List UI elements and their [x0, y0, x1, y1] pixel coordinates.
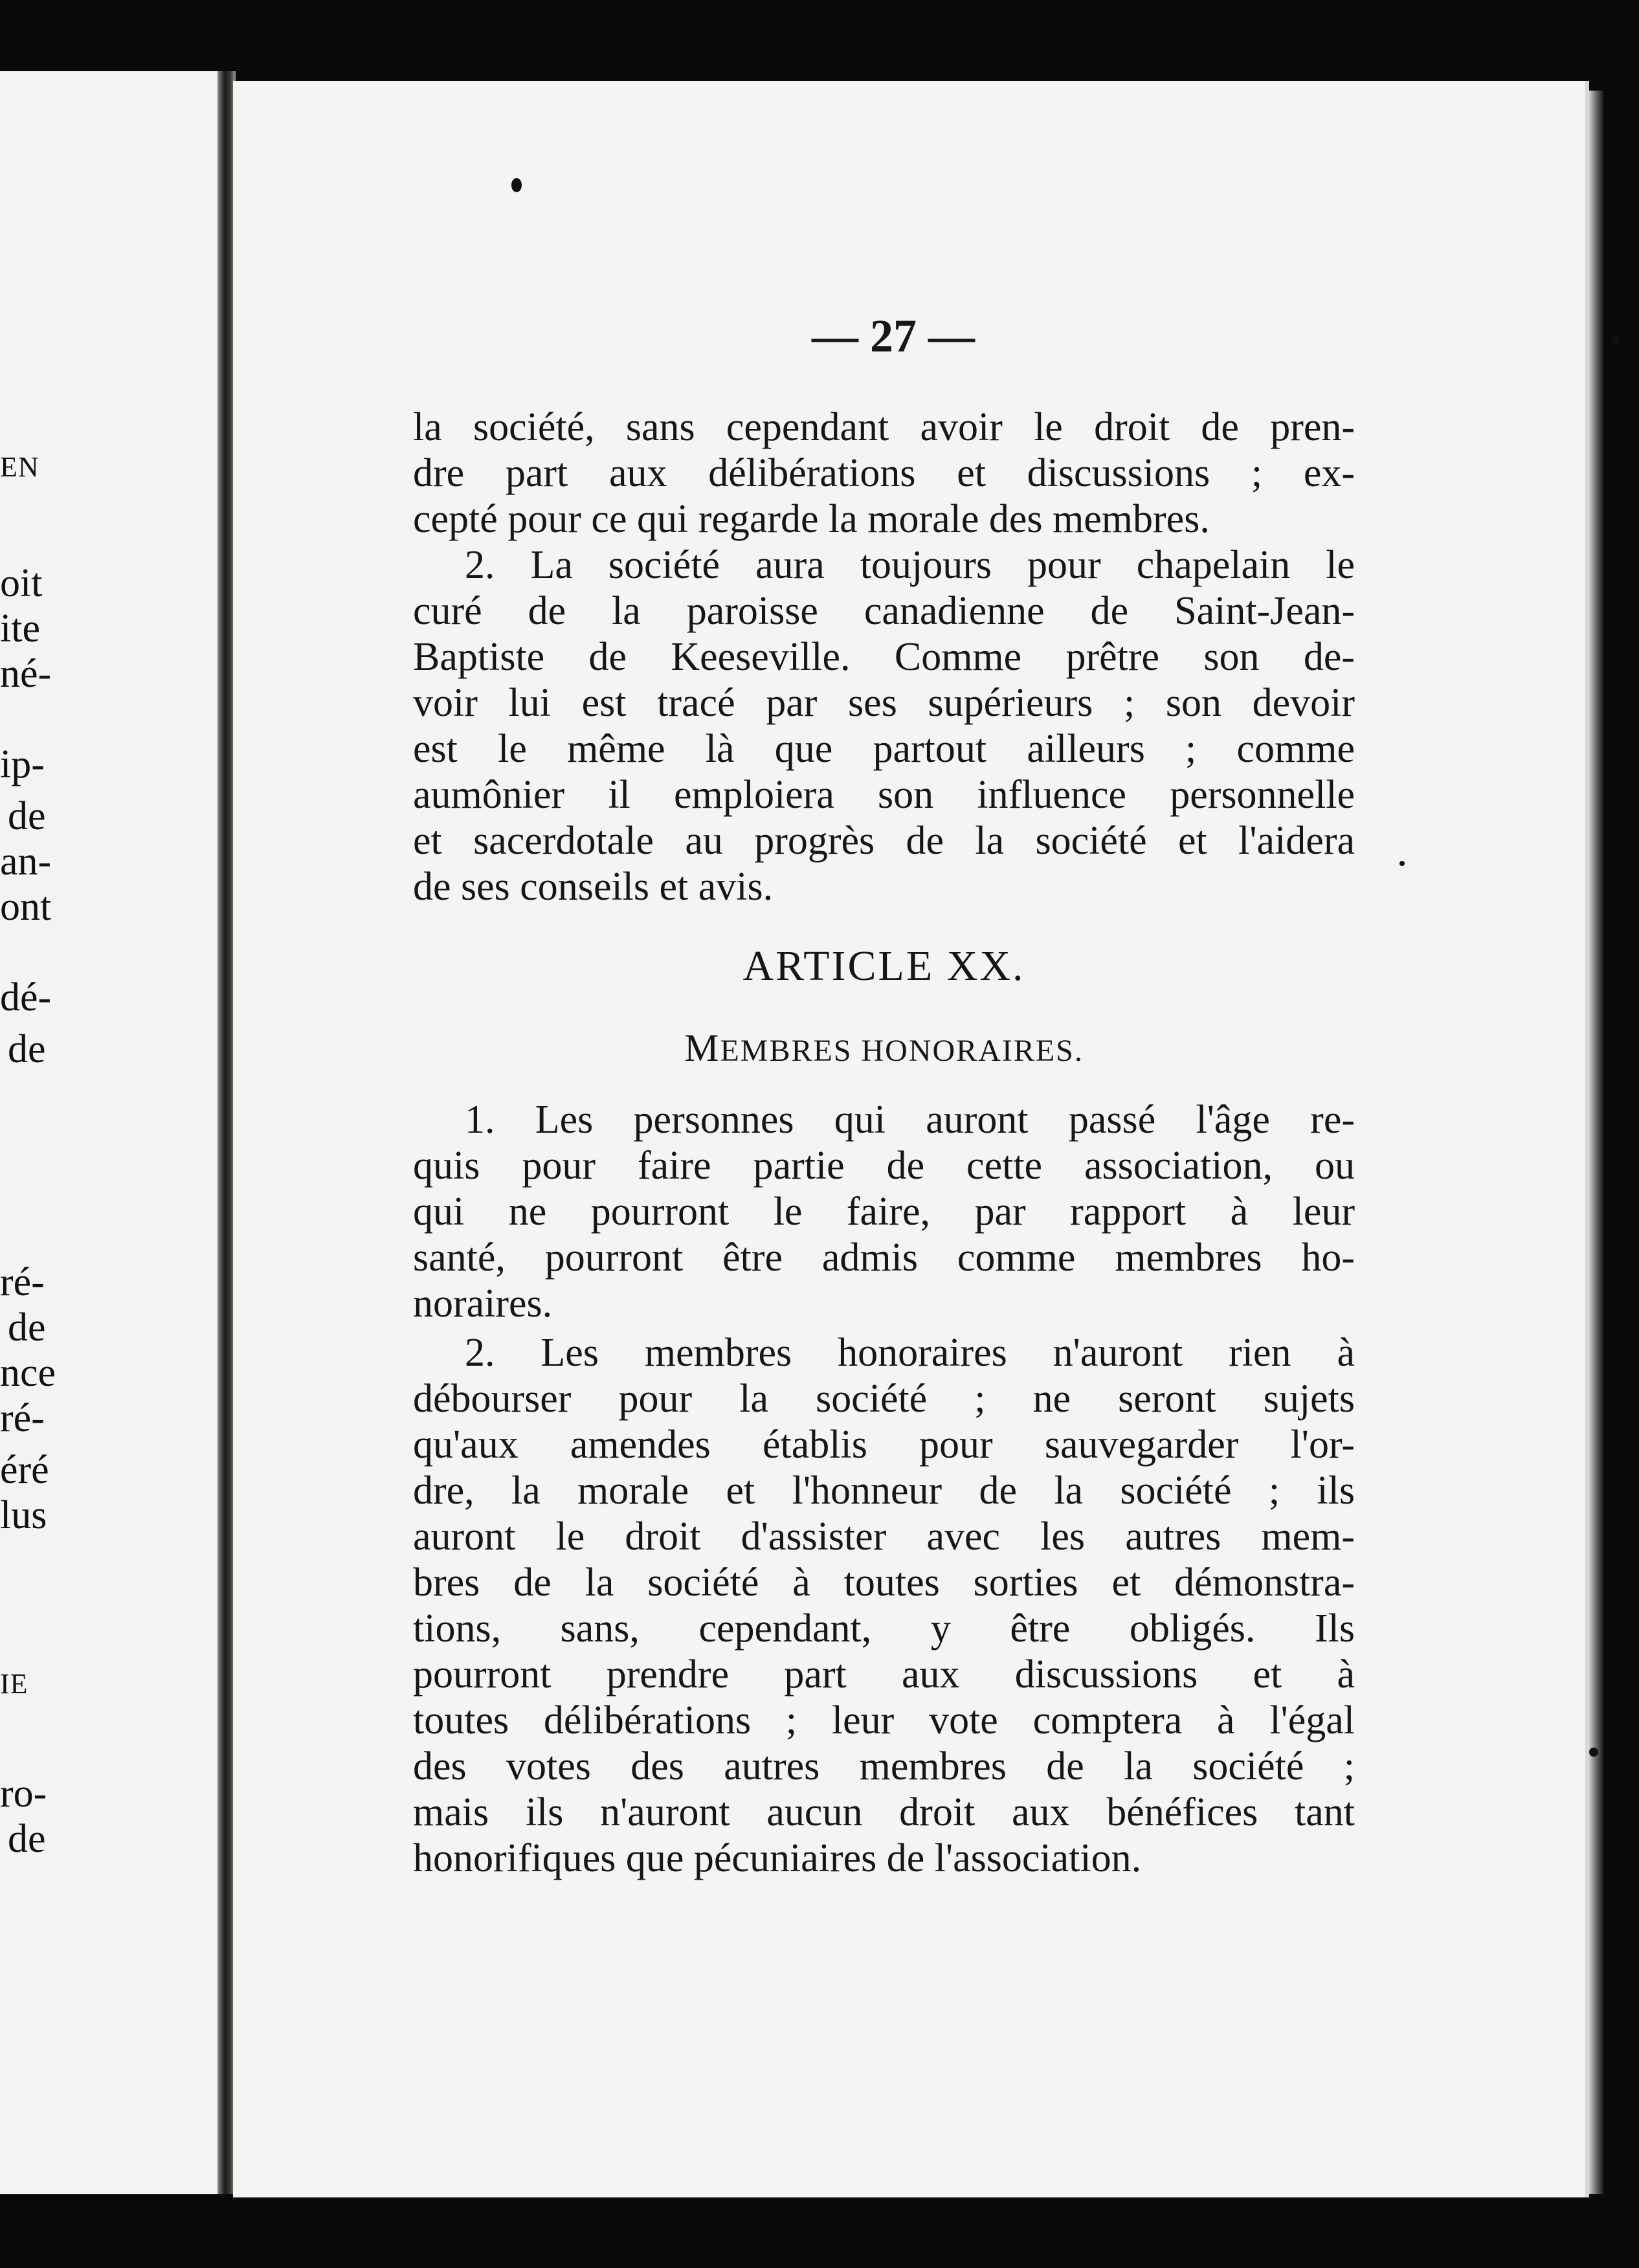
text-line: auront le droit d'assister avec les autres mem- [413, 1515, 1355, 1559]
text-line: toutes délibérations ; leur vote comptera à l'égal [413, 1698, 1355, 1742]
text-line: noraires. [413, 1282, 553, 1326]
left-page-fragment: ré- [0, 1396, 45, 1440]
text-line: qui ne pourront le faire, par rapport à leur [413, 1190, 1355, 1234]
left-page-fragment: an- [0, 839, 52, 884]
left-page-fragment: éré [0, 1448, 49, 1492]
text-line: est le même là que partout ailleurs ; comme [413, 727, 1355, 771]
text-line: mais ils n'auront aucun droit aux bénéfices tant [413, 1790, 1355, 1834]
left-page-fragment: dé- [0, 975, 52, 1019]
left-page-fragment: de [8, 1817, 46, 1861]
text-line: dre part aux délibérations et discussions ; ex- [413, 451, 1355, 495]
left-page-fragment: ro- [0, 1772, 47, 1816]
text-line: dre, la morale et l'honneur de la société ; ils [413, 1469, 1355, 1513]
text-line: pourront prendre part aux discussions et à [413, 1652, 1355, 1696]
left-page-fragment: de [8, 794, 46, 838]
text-line: cepté pour ce qui regarde la morale des membres. [413, 497, 1210, 541]
text-line: voir lui est tracé par ses supérieurs ; son devoir [413, 681, 1355, 725]
left-page-fragment: nce [0, 1351, 56, 1395]
left-page-fragment: ite [0, 606, 40, 650]
left-page-fragment: lus [0, 1493, 47, 1537]
text-line: quis pour faire partie de cette association, ou [413, 1144, 1355, 1188]
text-line: et sacerdotale au progrès de la société et l'aidera [413, 819, 1355, 863]
left-page-fragment: ré- [0, 1260, 45, 1304]
text-line: aumônier il emploiera son influence personnelle [413, 773, 1355, 817]
text-line: bres de la société à toutes sorties et démonstra- [413, 1561, 1355, 1605]
left-page-fragment: ip- [0, 742, 45, 786]
left-page-fragment: IE [0, 1668, 28, 1700]
section-heading [413, 1026, 1355, 1071]
previous-page-edge [0, 71, 220, 2194]
article-heading: ARTICLE XX. [742, 942, 1025, 990]
left-page-fragment: de [8, 1027, 46, 1071]
page-edge-shadow [1589, 91, 1603, 2194]
left-page-fragment: de [8, 1306, 46, 1350]
left-page-fragment: né- [0, 652, 52, 696]
text-line: qu'aux amendes établis pour sauvegarder l'or- [413, 1423, 1355, 1467]
ink-speck [1589, 1748, 1598, 1757]
text-line: des votes des autres membres de la société ; [413, 1744, 1355, 1788]
text-line: tions, sans, cependant, y être obligés. Ils [413, 1606, 1355, 1651]
text-line: débourser pour la société ; ne seront sujets [413, 1377, 1355, 1421]
section-heading-initial: M [684, 1027, 720, 1069]
text-line: 1. Les personnes qui auront passé l'âge re- [465, 1098, 1355, 1142]
left-page-fragment: oit [0, 561, 43, 605]
text-line: 2. La société aura toujours pour chapelain le [465, 543, 1355, 587]
ink-speck [1399, 861, 1405, 866]
page-number: — 27 — [812, 310, 975, 362]
text-line: santé, pourront être admis comme membres ho- [413, 1236, 1355, 1280]
left-page-fragment: EN [0, 451, 39, 483]
section-heading-rest: EMBRES HONORAIRES. [720, 1034, 1084, 1068]
left-page-fragment: ont [0, 885, 52, 929]
text-line: Baptiste de Keeseville. Comme prêtre son de- [413, 635, 1355, 679]
text-line: honorifiques que pécuniaires de l'association. [413, 1836, 1142, 1880]
ink-speck [511, 178, 522, 192]
ink-speck [1612, 337, 1620, 344]
text-line: 2. Les membres honoraires n'auront rien à [465, 1331, 1355, 1375]
text-line: la société, sans cependant avoir le droit de pren- [413, 405, 1355, 449]
text-line: de ses conseils et avis. [413, 865, 774, 909]
text-line: curé de la paroisse canadienne de Saint-Jean- [413, 589, 1355, 633]
